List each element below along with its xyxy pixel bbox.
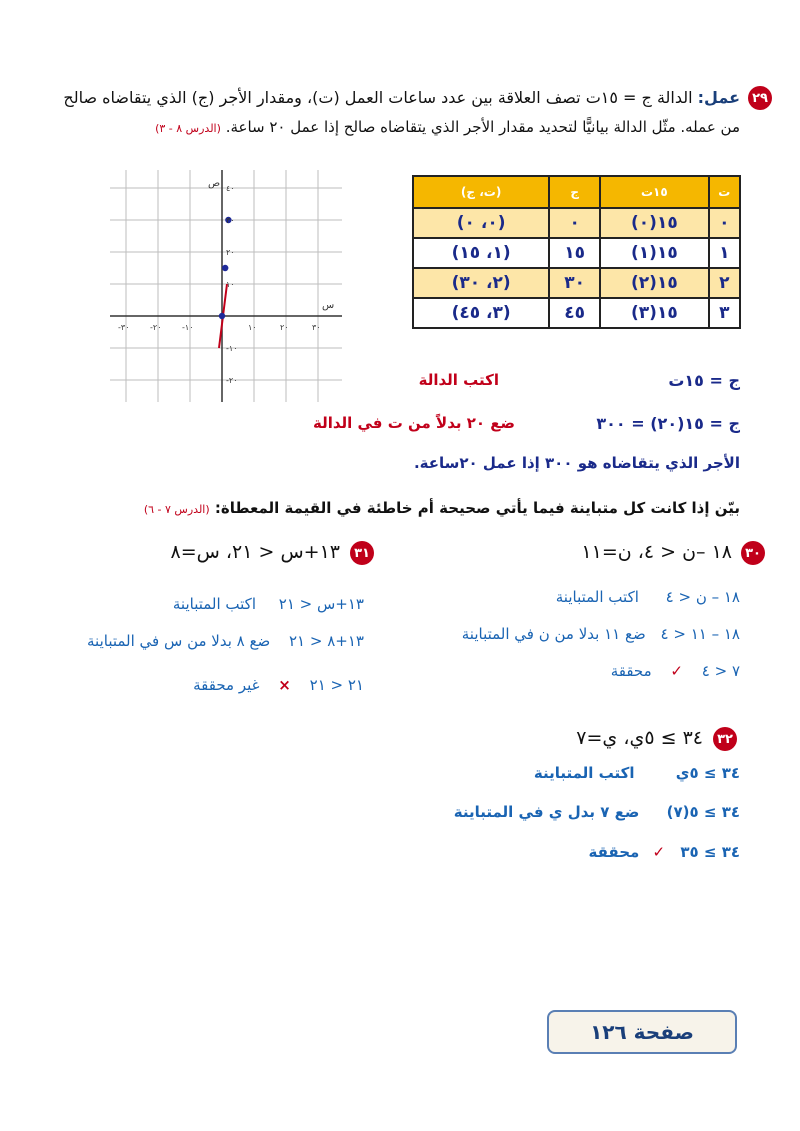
step-note: اكتب المتباينة	[555, 588, 639, 606]
question-number-badge: ٣٠	[741, 541, 765, 565]
data-point	[222, 265, 228, 271]
check-icon: ✓	[652, 843, 666, 861]
section-instruction	[144, 499, 740, 517]
step-expression: ١٣+٨ < ٢١	[289, 632, 364, 650]
table-cell: ١٥(٢)	[600, 268, 709, 298]
function-table	[412, 175, 741, 329]
table-cell: ٣٠	[549, 268, 600, 298]
step-note: ضع ١١ بدلا من ن في المتباينة	[461, 625, 646, 643]
table-header: ج	[549, 176, 600, 208]
table-cell: ١٥	[549, 238, 600, 268]
table-cell: ١٥(٠)	[600, 208, 709, 238]
q31-step2	[87, 632, 364, 650]
question-text-2: من عمله. مثّل الدالة بيانيًّا لتحديد مقدار الأجر الذي يتقاضاه صالح إذا عمل ٢٠ ساعة.	[225, 118, 740, 136]
question-text: الدالة ج = ١٥ت تصف العلاقة بين عدد ساعات العمل (ت)، ومقدار الأجر (ج) الذي يتقاضاه صالح	[63, 88, 693, 107]
q32-step2	[454, 803, 740, 821]
table-row	[413, 238, 740, 268]
check-icon: ✓	[670, 662, 683, 680]
table-cell: ٢	[709, 268, 740, 298]
table-header: (ت، ج)	[413, 176, 549, 208]
y-tick-label: ٣٠	[226, 216, 235, 225]
page-number: صفحة ١٢٦	[547, 1010, 737, 1054]
table-cell: ٠	[549, 208, 600, 238]
y-tick-label: ٤٠	[226, 184, 235, 193]
step-result: محققة	[588, 843, 640, 861]
question-number-badge: ٣٢	[713, 727, 737, 751]
solution-equation-1: ج = ١٥ت	[668, 371, 740, 390]
step-expression: ٣٤ ≥ ٣٥	[680, 843, 740, 861]
table-cell: ٣	[709, 298, 740, 328]
table-row	[413, 298, 740, 328]
question-number-badge: ٣١	[350, 541, 374, 565]
step-note: ضع ٨ بدلا من س في المتباينة	[87, 632, 271, 650]
data-point	[219, 313, 225, 319]
lesson-reference: (الدرس ٧ - ٦)	[143, 503, 210, 516]
solution-note-2: ضع ٢٠ بدلاً من ت في الدالة	[312, 414, 515, 432]
q32-step3	[589, 843, 740, 861]
step-result: غير محققة	[193, 676, 260, 694]
solution-equation-2: ج = ١٥(٢٠) = ٣٠٠	[596, 414, 740, 433]
table-cell: (٣، ٤٥)	[413, 298, 549, 328]
y-tick-label: ١٠	[226, 280, 235, 289]
table-row	[413, 208, 740, 238]
y-tick-label: ٢٠	[226, 248, 235, 257]
step-expression: ٣٤ ≥ ٥(٧)	[666, 803, 740, 821]
x-tick-label: -٣٠	[118, 323, 130, 332]
step-expression: ١٨ – ١١ < ٤	[660, 625, 740, 643]
y-axis-label: ص	[208, 178, 221, 189]
step-result: محققة	[610, 662, 652, 680]
table-cell: ٤٥	[549, 298, 600, 328]
step-expression: ٣٤ ≥ ٥ي	[675, 764, 740, 782]
q30-step2	[462, 625, 740, 643]
solution-note-1: اكتب الدالة	[418, 371, 499, 389]
q30-problem: ١٨ –ن < ٤، ن=١١	[581, 541, 732, 563]
q32-step1	[534, 764, 740, 782]
x-axis-label: س	[322, 300, 335, 311]
y-tick-label: -١٠	[226, 344, 238, 353]
table-cell: (١، ١٥)	[413, 238, 549, 268]
table-header: ١٥ت	[600, 176, 709, 208]
lesson-reference: (الدرس ٨ - ٣)	[155, 122, 221, 135]
step-note: ضع ٧ بدل ي في المتباينة	[453, 803, 640, 821]
cross-icon: ×	[278, 676, 291, 694]
x-tick-label: -١٠	[182, 323, 194, 332]
question-label: عمل:	[697, 88, 740, 107]
step-expression: ٢١ < ٢١	[309, 676, 364, 694]
table-cell: ١	[709, 238, 740, 268]
q31-step1	[173, 595, 364, 613]
instruction-text: بيّن إذا كانت كل متباينة فيما يأتي صحيحة أم خاطئة في القيمة المعطاة:	[214, 499, 740, 517]
table-row	[413, 268, 740, 298]
table-cell: ١٥(١)	[600, 238, 709, 268]
question-number-badge: ٢٩	[748, 86, 772, 110]
step-note: اكتب المتباينة	[533, 764, 635, 782]
q30-step3	[611, 662, 740, 680]
step-expression: ١٣+س < ٢١	[278, 595, 364, 613]
table-cell: (٢، ٣٠)	[413, 268, 549, 298]
step-expression: ١٨ – ن < ٤	[665, 588, 740, 606]
x-tick-label: ١٠	[248, 323, 257, 332]
solution-conclusion: الأجر الذي يتقاضاه هو ٣٠٠ إذا عمل ٢٠ساعة.	[413, 454, 740, 472]
x-tick-label: -٢٠	[150, 323, 162, 332]
x-tick-label: ٣٠	[312, 323, 321, 332]
step-expression: ٧ < ٤	[701, 662, 740, 680]
x-tick-label: ٢٠	[280, 323, 289, 332]
question-29-line1	[63, 88, 740, 107]
q31-problem: ١٣+س < ٢١، س=٨	[170, 541, 340, 563]
y-tick-label: -٢٠	[226, 376, 238, 385]
question-29-line2	[155, 118, 740, 136]
step-note: اكتب المتباينة	[172, 595, 256, 613]
q30-step1	[556, 588, 740, 606]
table-header-row	[413, 176, 740, 208]
table-header: ت	[709, 176, 740, 208]
coordinate-graph	[110, 170, 342, 402]
table-cell: (٠، ٠)	[413, 208, 549, 238]
q31-step3	[193, 676, 364, 694]
q32-problem: ٣٤ ≥ ٥ي، ي=٧	[576, 727, 703, 749]
table-cell: ٠	[709, 208, 740, 238]
table-cell: ١٥(٣)	[600, 298, 709, 328]
